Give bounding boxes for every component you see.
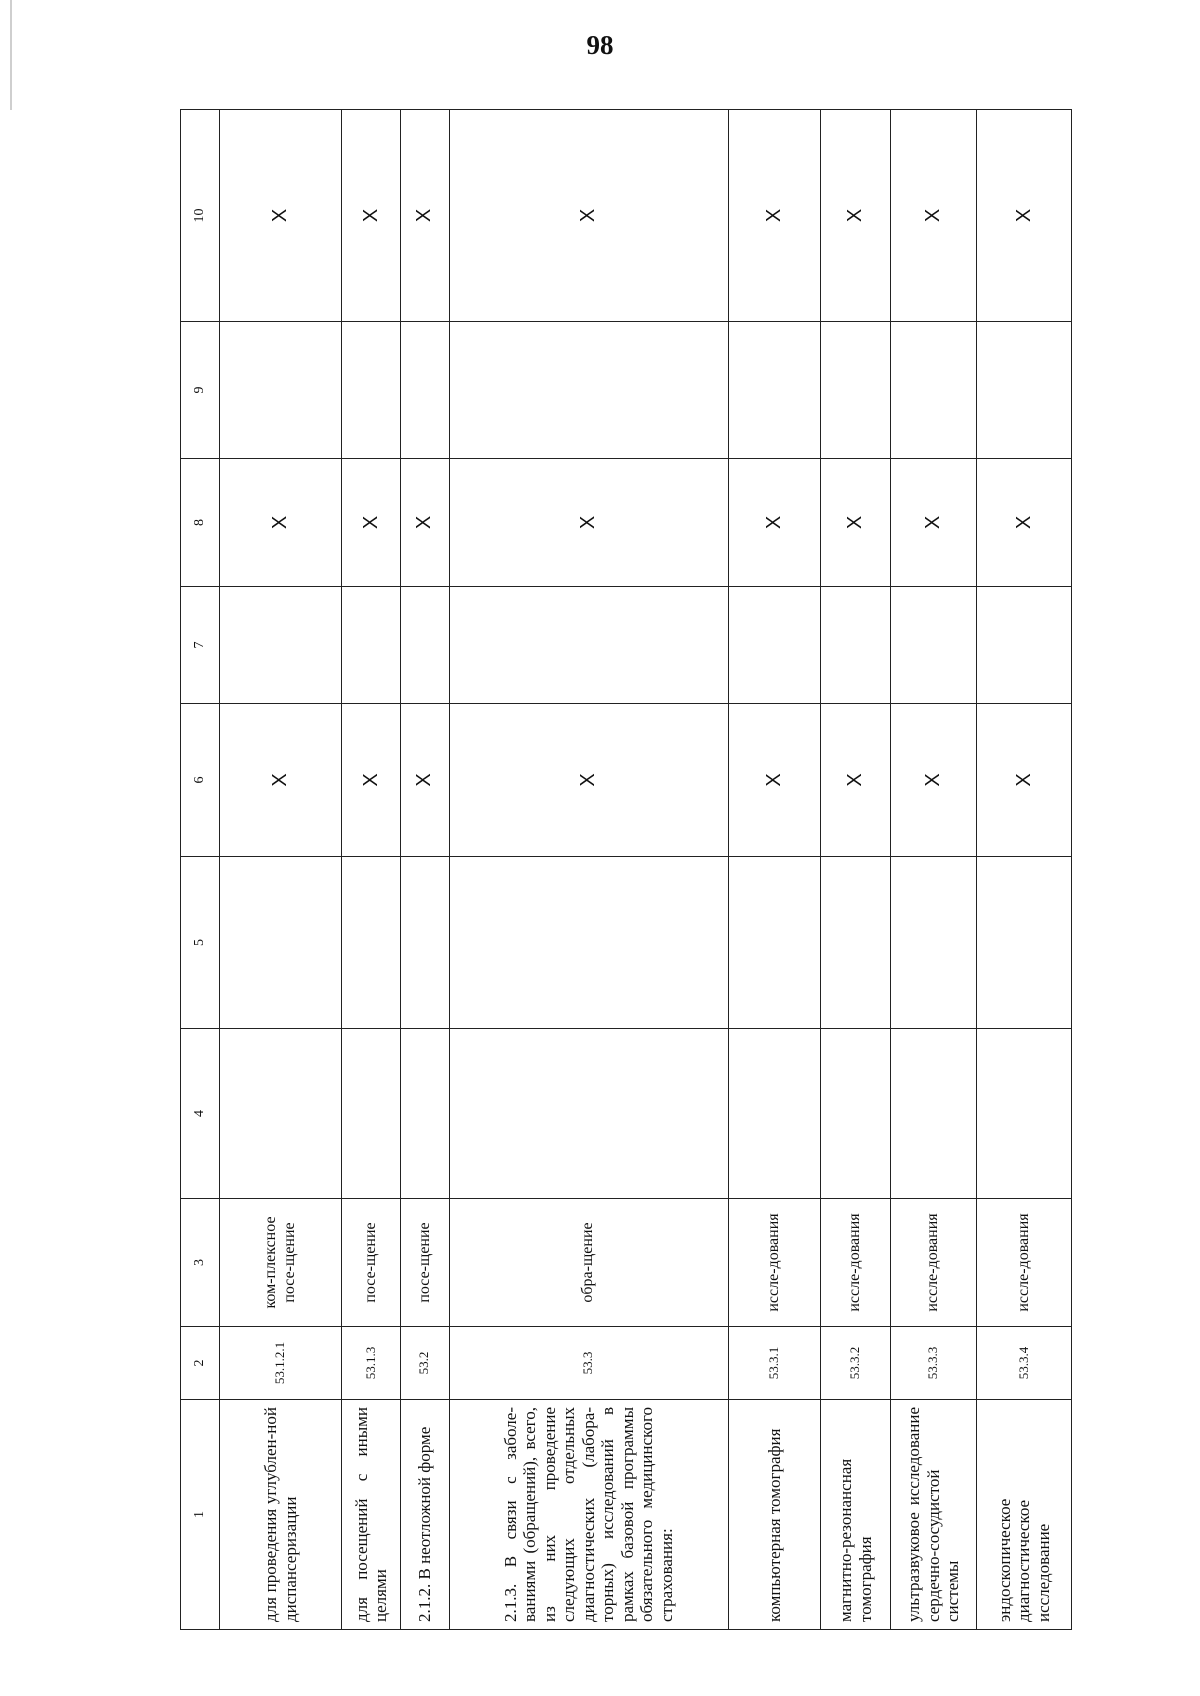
cell-col8: X (890, 459, 976, 587)
cell-col6: X (342, 704, 401, 857)
row-code: 53.3.1 (728, 1327, 821, 1400)
cell-col4 (728, 1029, 821, 1199)
row-unit: обра-щение (449, 1199, 728, 1327)
cell-col9 (977, 322, 1072, 459)
cell-col9 (728, 322, 821, 459)
row-unit: иссле-дования (728, 1199, 821, 1327)
cell-col9 (220, 322, 342, 459)
cell-col5 (449, 857, 728, 1029)
cell-col5 (401, 857, 449, 1029)
data-table (180, 109, 1072, 1630)
cell-col7 (401, 587, 449, 704)
cell-col6: X (821, 704, 891, 857)
table-row (342, 110, 401, 1630)
cell-col6: X (449, 704, 728, 857)
cell-col10: X (401, 110, 449, 322)
column-number: 1 (181, 1400, 220, 1630)
cell-col10: X (977, 110, 1072, 322)
column-number: 5 (181, 857, 220, 1029)
cell-col9 (890, 322, 976, 459)
cell-col4 (401, 1029, 449, 1199)
cell-col8: X (449, 459, 728, 587)
row-name: 2.1.2. В неотложной форме (401, 1400, 449, 1630)
cell-col5 (220, 857, 342, 1029)
cell-col8: X (821, 459, 891, 587)
cell-col8: X (728, 459, 821, 587)
cell-col7 (977, 587, 1072, 704)
table-row (449, 110, 728, 1630)
cell-col4 (449, 1029, 728, 1199)
cell-col8: X (401, 459, 449, 587)
row-unit: посе-щение (401, 1199, 449, 1327)
cell-col4 (890, 1029, 976, 1199)
cell-col5 (977, 857, 1072, 1029)
row-name: компьютерная томография (728, 1400, 821, 1630)
cell-col9 (821, 322, 891, 459)
cell-col10: X (728, 110, 821, 322)
cell-col8: X (220, 459, 342, 587)
cell-col4 (977, 1029, 1072, 1199)
cell-col7 (890, 587, 976, 704)
cell-col6: X (977, 704, 1072, 857)
row-unit: иссле-дования (821, 1199, 891, 1327)
cell-col7 (449, 587, 728, 704)
cell-col9 (401, 322, 449, 459)
cell-col7 (728, 587, 821, 704)
row-code: 53.2 (401, 1327, 449, 1400)
cell-col8: X (977, 459, 1072, 587)
column-number: 7 (181, 587, 220, 704)
row-name: 2.1.3. В связи с заболе-ваниями (обращений), всего, из них проведение следующих отдельных диагностических (лабора-торных) исследований в рамках базовой программы обязательного медицинского страхования: (449, 1400, 728, 1630)
row-name: для посещений с иными целями (342, 1400, 401, 1630)
cell-col10: X (890, 110, 976, 322)
row-name: магнитно-резонансная томография (821, 1400, 891, 1630)
cell-col5 (890, 857, 976, 1029)
column-number: 4 (181, 1029, 220, 1199)
row-code: 53.3.2 (821, 1327, 891, 1400)
row-code: 53.3.3 (890, 1327, 976, 1400)
cell-col10: X (220, 110, 342, 322)
cell-col6: X (890, 704, 976, 857)
row-unit: посе-щение (342, 1199, 401, 1327)
row-unit: ком-плексное посе-щение (220, 1199, 342, 1327)
table-row (977, 110, 1072, 1630)
page-number: 98 (586, 30, 614, 60)
cell-col7 (220, 587, 342, 704)
cell-col6: X (401, 704, 449, 857)
row-name: эндоскопическое диагностическое исследование (977, 1400, 1072, 1630)
table-row (401, 110, 449, 1630)
cell-col8: X (342, 459, 401, 587)
table-row (220, 110, 342, 1630)
column-number: 6 (181, 704, 220, 857)
row-code: 53.3 (449, 1327, 728, 1400)
row-code: 53.1.2.1 (220, 1327, 342, 1400)
column-number: 8 (181, 459, 220, 587)
table-row (890, 110, 976, 1630)
row-name: для проведения углублен-ной диспансеризации (220, 1400, 342, 1630)
cell-col5 (342, 857, 401, 1029)
column-number: 10 (181, 110, 220, 322)
cell-col5 (821, 857, 891, 1029)
cell-col7 (821, 587, 891, 704)
table-row (728, 110, 821, 1630)
cell-col9 (342, 322, 401, 459)
cell-col10: X (342, 110, 401, 322)
column-number: 3 (181, 1199, 220, 1327)
cell-col4 (821, 1029, 891, 1199)
rotated-table-frame (180, 110, 1072, 1630)
column-number-row (181, 110, 220, 1630)
row-code: 53.1.3 (342, 1327, 401, 1400)
cell-col7 (342, 587, 401, 704)
row-code: 53.3.4 (977, 1327, 1072, 1400)
cell-col5 (728, 857, 821, 1029)
cell-col10: X (821, 110, 891, 322)
column-number: 2 (181, 1327, 220, 1400)
column-number: 9 (181, 322, 220, 459)
table-row (821, 110, 891, 1630)
cell-col6: X (220, 704, 342, 857)
row-unit: иссле-дования (977, 1199, 1072, 1327)
cell-col6: X (728, 704, 821, 857)
row-unit: иссле-дования (890, 1199, 976, 1327)
cell-col4 (342, 1029, 401, 1199)
cell-col10: X (449, 110, 728, 322)
cell-col9 (449, 322, 728, 459)
cell-col4 (220, 1029, 342, 1199)
row-name: ультразвуковое исследование сердечно-сосудистой системы (890, 1400, 976, 1630)
